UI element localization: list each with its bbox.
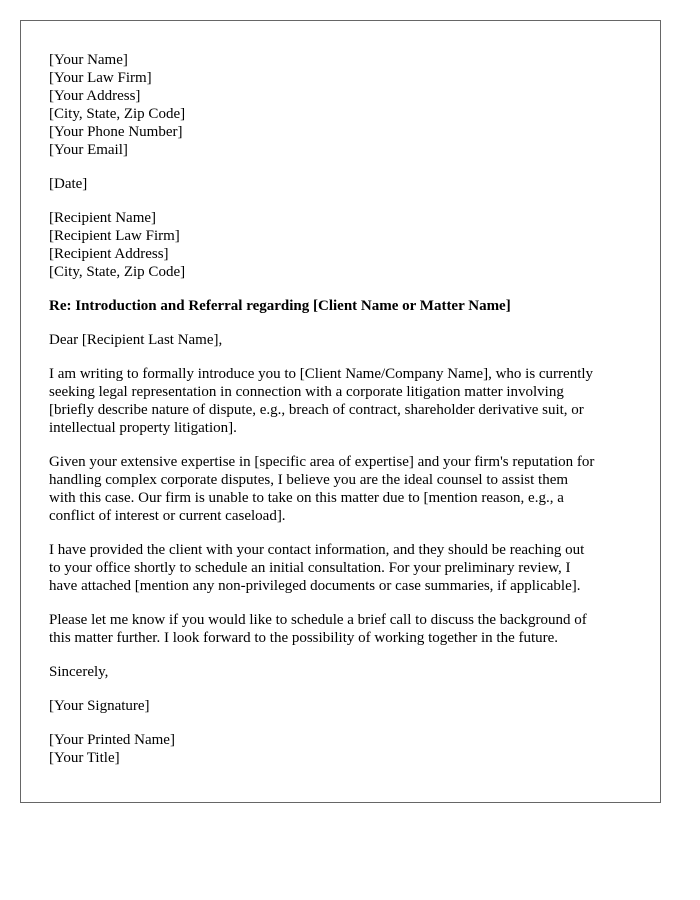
subject-line: Re: Introduction and Referral regarding [Client Name or Matter Name] bbox=[49, 298, 511, 314]
paragraph-line: to your office shortly to schedule an initial consultation. For your preliminary review, I bbox=[49, 560, 571, 576]
paragraph-line: I have provided the client with your contact information, and they should be reaching out bbox=[49, 542, 585, 558]
title: [Your Title] bbox=[49, 750, 120, 766]
paragraph-line: I am writing to formally introduce you to [Client Name/Company Name], who is currently bbox=[49, 366, 594, 382]
sender-city: [City, State, Zip Code] bbox=[49, 106, 186, 122]
sender-name: [Your Name] bbox=[49, 52, 128, 68]
paragraph-line: this matter further. I look forward to the possibility of working together in the future. bbox=[49, 630, 559, 646]
sender-email: [Your Email] bbox=[49, 142, 128, 158]
body-paragraph-4 bbox=[49, 611, 632, 647]
paragraph-line: have attached [mention any non-privileged documents or case summaries, if applicable]. bbox=[49, 578, 581, 594]
paragraph-line: intellectual property litigation]. bbox=[49, 420, 237, 436]
recipient-name: [Recipient Name] bbox=[49, 210, 157, 226]
letter-document bbox=[20, 20, 661, 803]
paragraph-line: Given your extensive expertise in [specific area of expertise] and your firm's reputation for bbox=[49, 454, 595, 470]
signature: [Your Signature] bbox=[49, 698, 150, 714]
sender-address: [Your Address] bbox=[49, 88, 141, 104]
paragraph-line: with this case. Our firm is unable to take on this matter due to [mention reason, e.g., a bbox=[49, 490, 564, 506]
sender-firm: [Your Law Firm] bbox=[49, 70, 152, 86]
paragraph-line: handling complex corporate disputes, I believe you are the ideal counsel to assist them bbox=[49, 472, 569, 488]
paragraph-line: Please let me know if you would like to schedule a brief call to discuss the background of bbox=[49, 612, 587, 628]
recipient-address-block bbox=[49, 209, 632, 281]
paragraph-line: conflict of interest or current caseload]. bbox=[49, 508, 286, 524]
paragraph-line: [briefly describe nature of dispute, e.g., breach of contract, shareholder derivative suit, or bbox=[49, 402, 584, 418]
body-paragraph-3 bbox=[49, 541, 632, 595]
recipient-city: [City, State, Zip Code] bbox=[49, 264, 186, 280]
recipient-firm: [Recipient Law Firm] bbox=[49, 228, 180, 244]
sender-address-block bbox=[49, 51, 632, 159]
printed-name: [Your Printed Name] bbox=[49, 732, 175, 748]
recipient-address: [Recipient Address] bbox=[49, 246, 169, 262]
body-paragraph-1 bbox=[49, 365, 632, 437]
salutation: Dear [Recipient Last Name], bbox=[49, 332, 223, 348]
closing: Sincerely, bbox=[49, 664, 109, 680]
body-paragraph-2 bbox=[49, 453, 632, 525]
paragraph-line: seeking legal representation in connection with a corporate litigation matter involving bbox=[49, 384, 564, 400]
date: [Date] bbox=[49, 176, 88, 192]
printed-name-block bbox=[49, 731, 632, 767]
sender-phone: [Your Phone Number] bbox=[49, 124, 183, 140]
